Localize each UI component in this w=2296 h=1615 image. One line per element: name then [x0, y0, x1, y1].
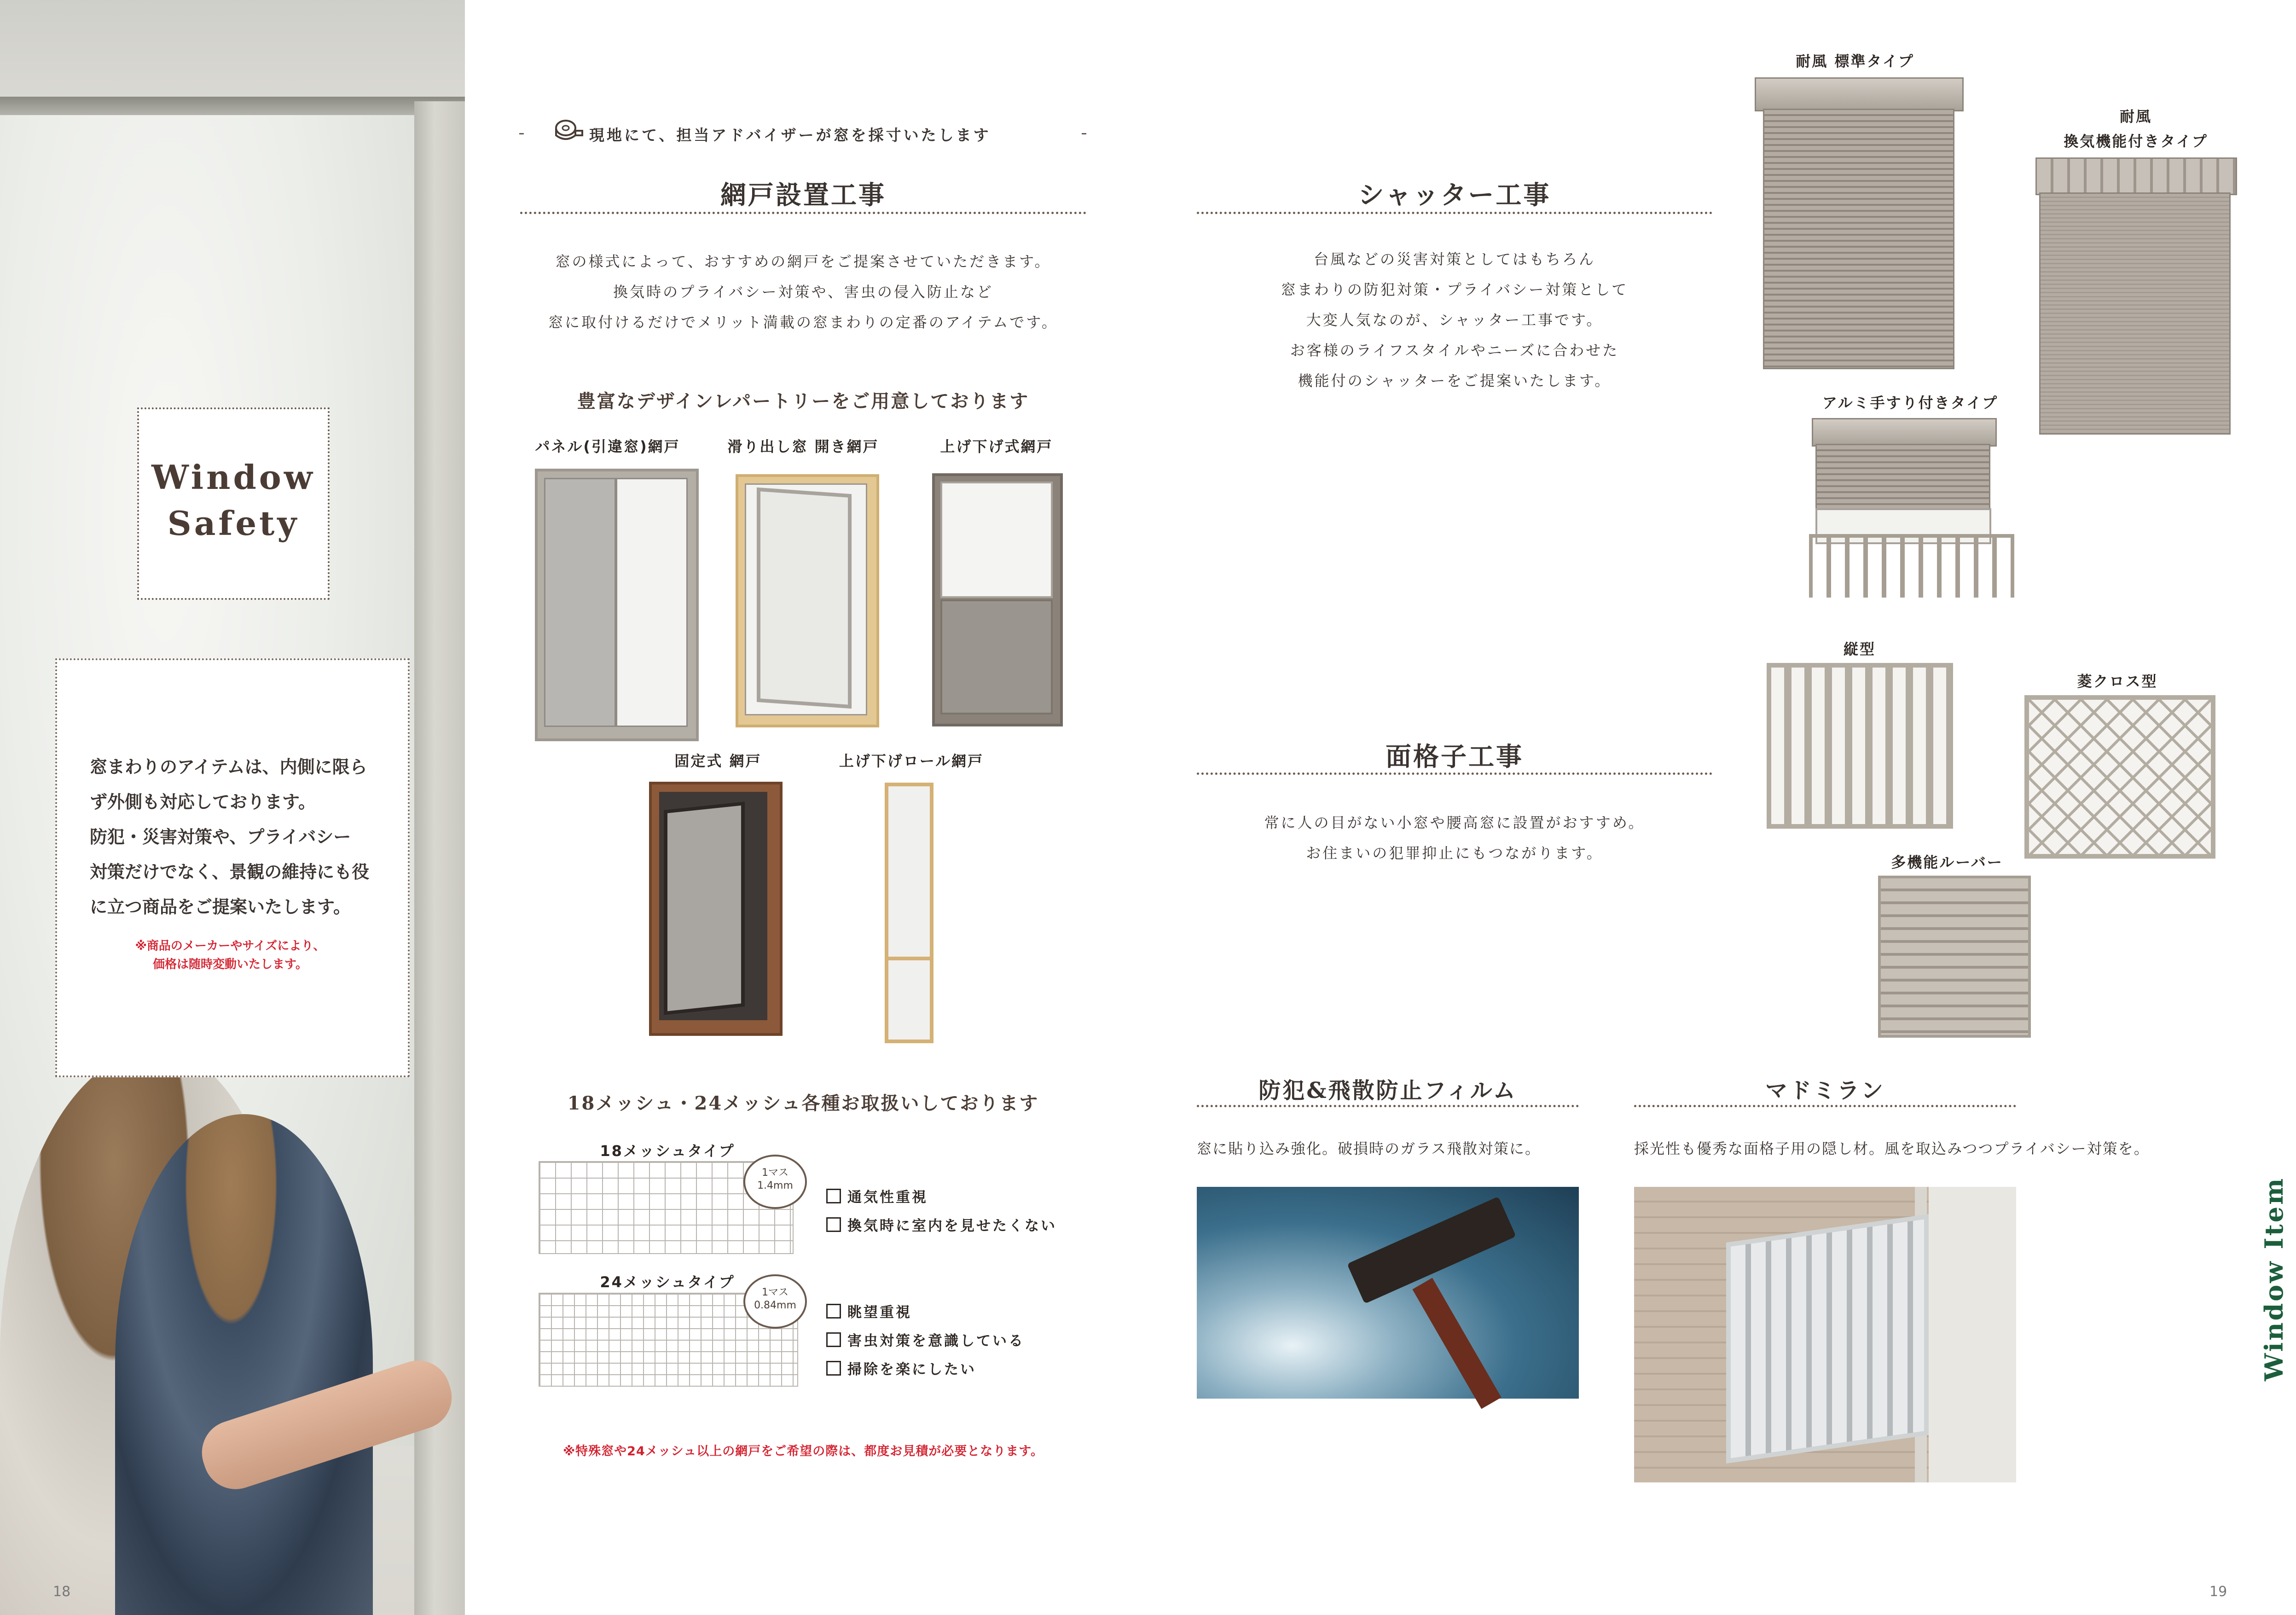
grille-section-title: 面格子工事 — [1386, 742, 1524, 772]
item-label-fixed: 固定式 網戸 — [674, 752, 762, 770]
grille-vertical-image — [1767, 663, 1953, 829]
double-hung-screen-window — [932, 473, 1063, 726]
shutter-vent-label-1: 耐風 — [2119, 108, 2152, 125]
screen-body-line: 換気時のプライバシー対策や、害虫の侵入防止など — [613, 283, 993, 301]
mesh24-check-item — [826, 1355, 1025, 1384]
shutter-handrail-label: アルミ手すり付きタイプ — [1822, 394, 1999, 412]
mesh24-bubble-line: 1マス — [762, 1287, 789, 1298]
check-text: 通気性重視 — [847, 1189, 928, 1206]
shutter-standard-image — [1763, 109, 1954, 369]
shutter-vent-box — [2035, 157, 2237, 195]
mesh18-check-item — [826, 1212, 1057, 1240]
shutter-section-title: シャッター工事 — [1358, 180, 1551, 210]
grille-louver-label: 多機能ルーバー — [1891, 854, 2003, 871]
grille-cross-label: 菱クロス型 — [2077, 673, 2158, 690]
mesh24-check-item — [826, 1298, 1025, 1327]
mesh24-bubble — [743, 1274, 807, 1329]
banner-dash-right — [1082, 133, 1086, 134]
film-body: 窓に貼り込み強化。破損時のガラス飛散対策に。 — [1197, 1140, 1541, 1157]
grille-title-divider — [1197, 773, 1712, 775]
madomiran-section-title: マドミラン — [1765, 1078, 1885, 1104]
page-number-right: 19 — [2209, 1584, 2227, 1600]
item-label-double-hung: 上げ下げ式網戸 — [940, 438, 1053, 455]
page-number-left: 18 — [53, 1584, 71, 1600]
title-line-1: Window — [151, 458, 315, 497]
film-photo — [1197, 1187, 1579, 1399]
intro-text — [90, 749, 384, 924]
mesh18-checks — [826, 1183, 1057, 1240]
item-label-roll: 上げ下げロール網戸 — [839, 752, 984, 770]
title-line-2: Safety — [167, 504, 300, 543]
madomiran-body: 採光性も優秀な面格子用の隠し材。風を取込みつつプライバシー対策を。 — [1634, 1140, 2150, 1157]
mesh18-label: 18メッシュタイプ — [600, 1142, 735, 1160]
photo-window-frame-top — [0, 97, 465, 115]
price-note — [106, 937, 354, 974]
intro-line: ず外側も対応しております。 — [90, 792, 316, 812]
checkbox-icon — [826, 1189, 841, 1203]
shutter-standard-label: 耐風 標準タイプ — [1796, 52, 1914, 70]
banner-dash-left — [519, 133, 524, 134]
shutter-body-line: 機能付のシャッターをご提案いたします。 — [1298, 372, 1612, 389]
panel-screen-window — [535, 469, 699, 741]
film-section-title: 防犯&飛散防止フィルム — [1258, 1078, 1517, 1104]
shutter-handrail-rail — [1809, 534, 2014, 598]
fixed-screen-window — [649, 782, 783, 1036]
screen-body-line: 窓の様式によって、おすすめの網戸をご提案させていただきます。 — [555, 253, 1051, 270]
hammer-handle — [1412, 1278, 1501, 1409]
item-label-panel: パネル(引違窓)網戸 — [535, 438, 680, 455]
madomiran-photo — [1634, 1187, 2016, 1482]
lineup-title: 豊富なデザインレパートリーをご用意しております — [577, 390, 1030, 412]
mesh-note: ※特殊窓や24メッシュ以上の網戸をご希望の際は、都度お見積が必要となります。 — [562, 1444, 1044, 1458]
casement-screen-window — [736, 474, 879, 727]
check-text: 掃除を楽にしたい — [847, 1361, 976, 1378]
item-label-casement: 滑り出し窓 開き網戸 — [727, 438, 879, 455]
intro-line: 防犯・災害対策や、プライバシー — [90, 827, 351, 847]
checkbox-icon — [826, 1217, 841, 1232]
grille-body-line: 常に人の目がない小窓や腰高窓に設置がおすすめ。 — [1264, 814, 1645, 831]
mesh18-bubble-line: 1マス — [762, 1167, 789, 1179]
mesh24-check-item — [826, 1327, 1025, 1355]
shutter-body-line: お客様のライフスタイルやニーズに合わせた — [1290, 342, 1619, 359]
screen-section-title: 網戸設置工事 — [720, 180, 886, 210]
title-box — [137, 407, 330, 600]
grille-louver-image — [1878, 876, 2031, 1038]
grille-body-line: お住まいの犯罪抑止にもつながります。 — [1306, 844, 1603, 862]
shutter-standard-box — [1755, 77, 1964, 111]
check-text: 害虫対策を意識している — [847, 1333, 1025, 1349]
mesh24-bubble-line: 0.84mm — [754, 1300, 796, 1311]
photo-wall-panel — [1929, 1187, 2016, 1482]
intro-line: 窓まわりのアイテムは、内側に限ら — [90, 757, 367, 777]
madomiran-title-divider — [1634, 1105, 2016, 1107]
check-text: 眺望重視 — [847, 1304, 912, 1321]
mesh18-check-item — [826, 1183, 1057, 1212]
grille-vertical-label: 縦型 — [1843, 640, 1876, 658]
screen-title-divider — [520, 212, 1086, 214]
tape-measure-icon — [555, 119, 583, 143]
shutter-title-divider — [1197, 212, 1712, 214]
shutter-body-line: 大変人気なのが、シャッター工事です。 — [1306, 311, 1603, 329]
price-note-line: ※商品のメーカーやサイズにより、 — [135, 939, 325, 953]
shutter-handrail-box — [1812, 418, 1997, 447]
grille-cross-image — [2024, 695, 2215, 859]
vertical-section-tab: Window Item — [2259, 1176, 2289, 1381]
shutter-handrail-slats — [1815, 444, 1990, 511]
shutter-body-line: 窓まわりの防犯対策・プライバシー対策として — [1281, 281, 1629, 298]
measure-banner-text: 現地にて、担当アドバイザーが窓を採寸いたします — [589, 126, 991, 144]
intro-line: に立つ商品をご提案いたします。 — [90, 897, 351, 917]
checkbox-icon — [826, 1332, 841, 1347]
checkbox-icon — [826, 1304, 841, 1319]
mesh24-label: 24メッシュタイプ — [600, 1273, 735, 1291]
film-title-divider — [1197, 1105, 1579, 1107]
mesh18-bubble-line: 1.4mm — [757, 1180, 793, 1191]
checkbox-icon — [826, 1361, 841, 1376]
screen-body — [506, 246, 1100, 337]
grille-body — [1197, 808, 1712, 868]
shutter-body-line: 台風などの災害対策としてはもちろん — [1313, 250, 1595, 268]
photo-wall — [0, 0, 465, 106]
price-note-line: 価格は随時変動いたします。 — [153, 958, 307, 971]
roll-screen-window — [885, 783, 933, 1043]
photo-grille — [1726, 1214, 1929, 1464]
shutter-vent-label-2: 換気機能付きタイプ — [2064, 133, 2208, 150]
photo-child-right — [115, 1114, 373, 1615]
check-text: 換気時に室内を見せたくない — [847, 1218, 1057, 1234]
mesh24-checks — [826, 1298, 1025, 1384]
screen-body-line: 窓に取付けるだけでメリット満載の窓まわりの定番のアイテムです。 — [548, 314, 1058, 331]
mesh-title: 18メッシュ・24メッシュ各種お取扱いしております — [567, 1092, 1039, 1114]
shutter-vent-image — [2039, 192, 2231, 435]
mesh18-bubble — [743, 1155, 807, 1209]
shutter-body — [1197, 244, 1712, 396]
intro-line: 対策だけでなく、景観の維持にも役 — [90, 862, 370, 882]
